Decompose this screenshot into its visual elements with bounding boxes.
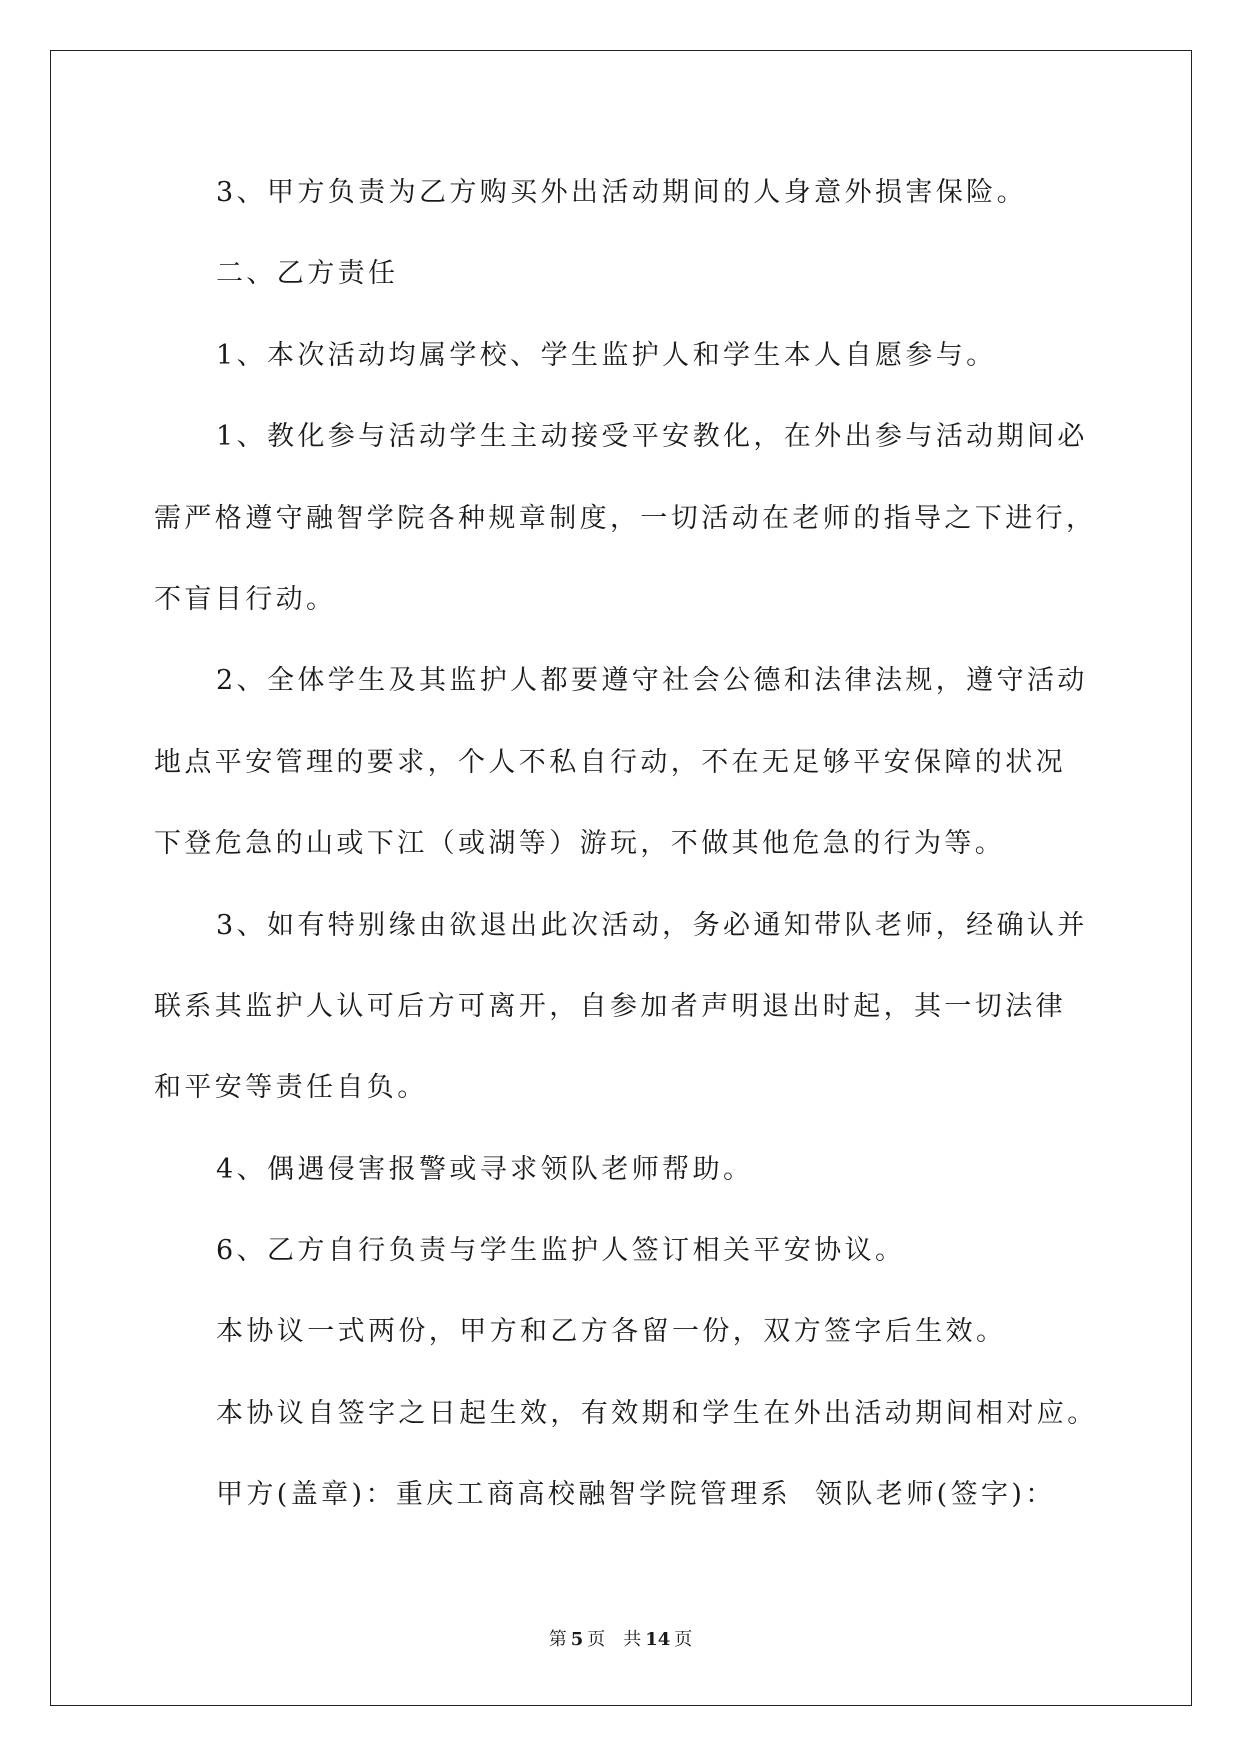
paragraph-emergency-clause (154, 1129, 1184, 1210)
total-suffix: 页 (674, 1629, 693, 1650)
text-line: 3、如有特别缘由欲退出此次活动，务必通知带队老师，经确认并 (216, 909, 1088, 941)
document-body (154, 152, 1184, 1536)
total-page-count: 14 (645, 1629, 671, 1650)
paragraph-validity-clause (154, 1373, 1184, 1454)
text-line: 2、全体学生及其监护人都要遵守社会公德和法律法规，遵守活动 (216, 665, 1088, 697)
paragraph-education-clause (154, 396, 1184, 640)
text-line: 需严格遵守融智学院各种规章制度，一切活动在老师的指导之下进行， (154, 502, 1097, 534)
paragraph-voluntary-clause (154, 315, 1184, 396)
paragraph-copies-clause (154, 1291, 1184, 1372)
section-heading (154, 233, 1184, 314)
text-line: 地点平安管理的要求，个人不私自行动，不在无足够平安保障的状况 (154, 746, 1066, 778)
text-line: 本协议自签字之日起生效，有效期和学生在外出活动期间相对应。 (216, 1397, 1098, 1429)
paragraph-insurance-clause (154, 152, 1184, 233)
page-prefix: 第 (548, 1629, 567, 1650)
current-page-number: 5 (570, 1629, 584, 1650)
text-line: 本协议一式两份，甲方和乙方各留一份，双方签字后生效。 (216, 1316, 1007, 1348)
text-line: 和平安等责任自负。 (154, 1072, 428, 1104)
page-footer (0, 1628, 1241, 1652)
text-line: 1、教化参与活动学生主动接受平安教化，在外出参与活动期间必 (216, 421, 1088, 453)
total-prefix: 共 (623, 1629, 642, 1650)
text-line: 1、本次活动均属学校、学生监护人和学生本人自愿参与。 (216, 339, 997, 371)
text-line: 4、偶遇侵害报警或寻求领队老师帮助。 (216, 1153, 754, 1185)
paragraph-withdrawal-clause (154, 885, 1184, 1129)
text-line: 下登危急的山或下江（或湖等）游玩，不做其他危急的行为等。 (154, 828, 1006, 860)
text-line: 6、乙方自行负责与学生监护人签订相关平安协议。 (216, 1235, 906, 1267)
signature-line (154, 1454, 1184, 1535)
paragraph-conduct-clause (154, 640, 1184, 884)
section-heading-text: 二、乙方责任 (216, 258, 399, 290)
page-suffix: 页 (587, 1629, 606, 1650)
signature-line-text: 甲方(盖章)：重庆工商高校融智学院管理系 领队老师(签字)： (216, 1479, 1056, 1511)
text-line: 联系其监护人认可后方可离开，自参加者声明退出时起，其一切法律 (154, 990, 1066, 1022)
text-line: 不盲目行动。 (154, 583, 337, 615)
text-line: 3、甲方负责为乙方购买外出活动期间的人身意外损害保险。 (216, 177, 1027, 208)
paragraph-agreement-clause (154, 1210, 1184, 1291)
